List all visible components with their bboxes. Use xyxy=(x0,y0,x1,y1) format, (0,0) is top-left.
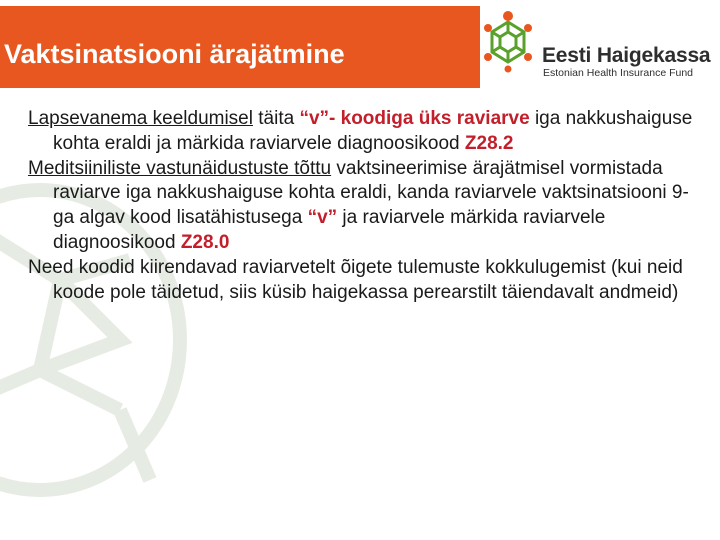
v-code-highlight: “v”- koodiga üks raviarve xyxy=(299,108,530,129)
paragraph-text: Need koodid kiirendavad raviarvetelt õigete tulemuste kokkulugemist (kui neid koode pole täidetud, siis küsib haigekassa perearstilt täiendavalt andmeid) xyxy=(28,256,683,303)
paragraph-text: täita xyxy=(252,108,300,129)
turtle-logo-icon xyxy=(480,10,536,76)
haigekassa-logo xyxy=(480,10,720,82)
v-code-highlight: “v” xyxy=(307,207,338,229)
paragraph-parent-refusal xyxy=(28,107,708,157)
logo-name: Eesti Haigekassa xyxy=(542,44,711,67)
paragraph-text: vaktsineerimise ärajätmisel vormistada raviarve iga nakkushaiguse kohta eraldi, kanda raviarvele vaktsinatsiooni 9-ga algav kood lisatähistusega xyxy=(53,157,689,229)
paragraph-text: ja raviarvele märkida raviarvele diagnoosikood xyxy=(53,207,606,253)
diagnosis-code: Z28.0 xyxy=(180,231,230,253)
diagnosis-code: Z28.2 xyxy=(464,132,514,154)
slide-title: Vaktsinatsiooni ärajätmine xyxy=(4,39,345,69)
slide-body xyxy=(28,107,708,305)
paragraph-text: iga nakkushaiguse kohta eraldi ja märkida raviarvele diagnoosikood xyxy=(53,108,693,154)
title-bar xyxy=(0,6,480,88)
paragraph-contraindications xyxy=(28,157,708,256)
logo-subtitle: Estonian Health Insurance Fund xyxy=(543,67,694,79)
paragraph-lead: Lapsevanema keeldumisel xyxy=(28,108,253,129)
paragraph-codes-note xyxy=(28,256,708,306)
paragraph-lead: Meditsiiniliste vastunäidustuste tõttu xyxy=(28,157,332,179)
